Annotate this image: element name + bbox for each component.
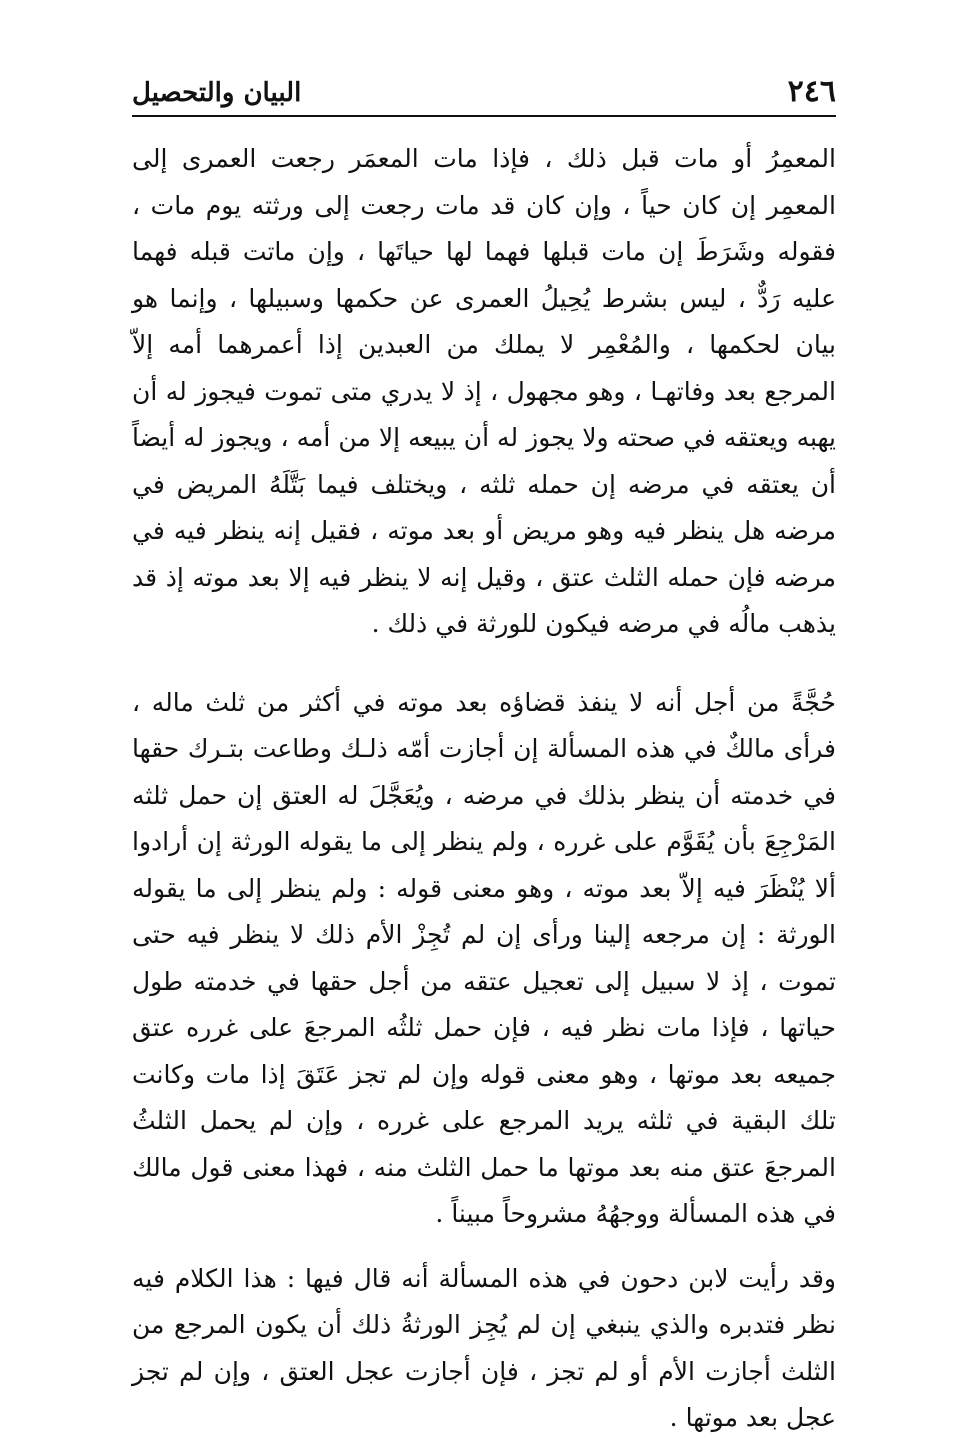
paragraph-3: وقد رأيت لابن دحون في هذه المسألة أنه قال فيها : هذا الكلام فيه نظر فتدبره والذي ينبغي إن لم يُجِز الورثةُ ذلك أن يكون المرجع من الثلث أجازت الأم أو لم تجز ، فإن أجازت عجل العتق ، وإن لم تجز عجل بعد موتها . <box>132 1263 836 1432</box>
page-header <box>132 72 836 116</box>
running-title: البيان والتحصيل <box>132 78 302 108</box>
paragraph-1: المعمِرُ أو مات قبل ذلك ، فإذا مات المعمَر رجعت العمرى إلى المعمِر إن كان حياً ، وإن كان قد مات رجعت إلى ورثته يوم مات ، فقوله وشَرَطَ إن مات قبلها فهما لها حياتَها ، وإن ماتت قبله فهما عليه رَدٌّ ، ليس بشرط يُحِيلُ العمرى عن حكمها وسبيلها ، وإنما هو بيان لحكمها ، والمُعْمِر لا يملك من العبدين إذا أعمرهما أمه إلاّ المرجع بعد وفاتهـا ، وهو مجهول ، إذ لا يدري متى تموت فيجوز له أن يهبه ويعتقه في صحته ولا يجوز له أن يبيعه إلا من أمه ، ويجوز له أيضاً أن يعتقه في مرضه إن حمله ثلثه ، ويختلف فيما بَتَّلَهُ المريض في مرضه هل ينظر فيه وهو مريض أو بعد موته ، فقيل إنه ينظر فيه في مرضه فإن حمله الثلث عتق ، وقيل إنه لا ينظر فيه إلا بعد موته إذ قد يذهب مالُه في مرضه فيكون للورثة في ذلك . <box>132 144 836 638</box>
paragraph-2: حُجَّةً من أجل أنه لا ينفذ قضاؤه بعد موته في أكثر من ثلث ماله ، فرأى مالكٌ في هذه المسألة إن أجازت أمّه ذلـك وطاعت بتـرك حقها في خدمته أن ينظر بذلك في مرضه ، ويُعَجَّلَ له العتق إن حمل ثلثه المَرْجِعَ بأن يُقَوَّم على غرره ، ولم ينظر إلى ما يقوله الورثة إن أرادوا ألا يُنْظَرَ فيه إلاّ بعد موته ، وهو معنى قوله : ولم ينظر إلى ما يقوله الورثة : إن مرجعه إلينا ورأى إن لم تُجِزْ الأم ذلك لا ينظر فيه حتى تموت ، إذ لا سبيل إلى تعجيل عتقه من أجل حقها في خدمته طول حياتها ، فإذا مات نظر فيه ، فإن حمل ثلثُه المرجعَ على غرره عتق جميعه بعد موتها ، وهو معنى قوله وإن لم تجز عَتَقَ إذا مات وكانت تلك البقية في ثلثه يريد المرجع على غرره ، وإن لم يحمل الثلثُ المرجعَ عتق منه بعد موتها ما حمل الثلث منه ، فهذا معنى قول مالك في هذه المسألة ووجهُهُ مشروحاً مبيناً . <box>132 687 837 1228</box>
page-number: ٢٤٦ <box>787 74 836 109</box>
header-rule <box>132 115 836 117</box>
page-body <box>132 136 836 1442</box>
